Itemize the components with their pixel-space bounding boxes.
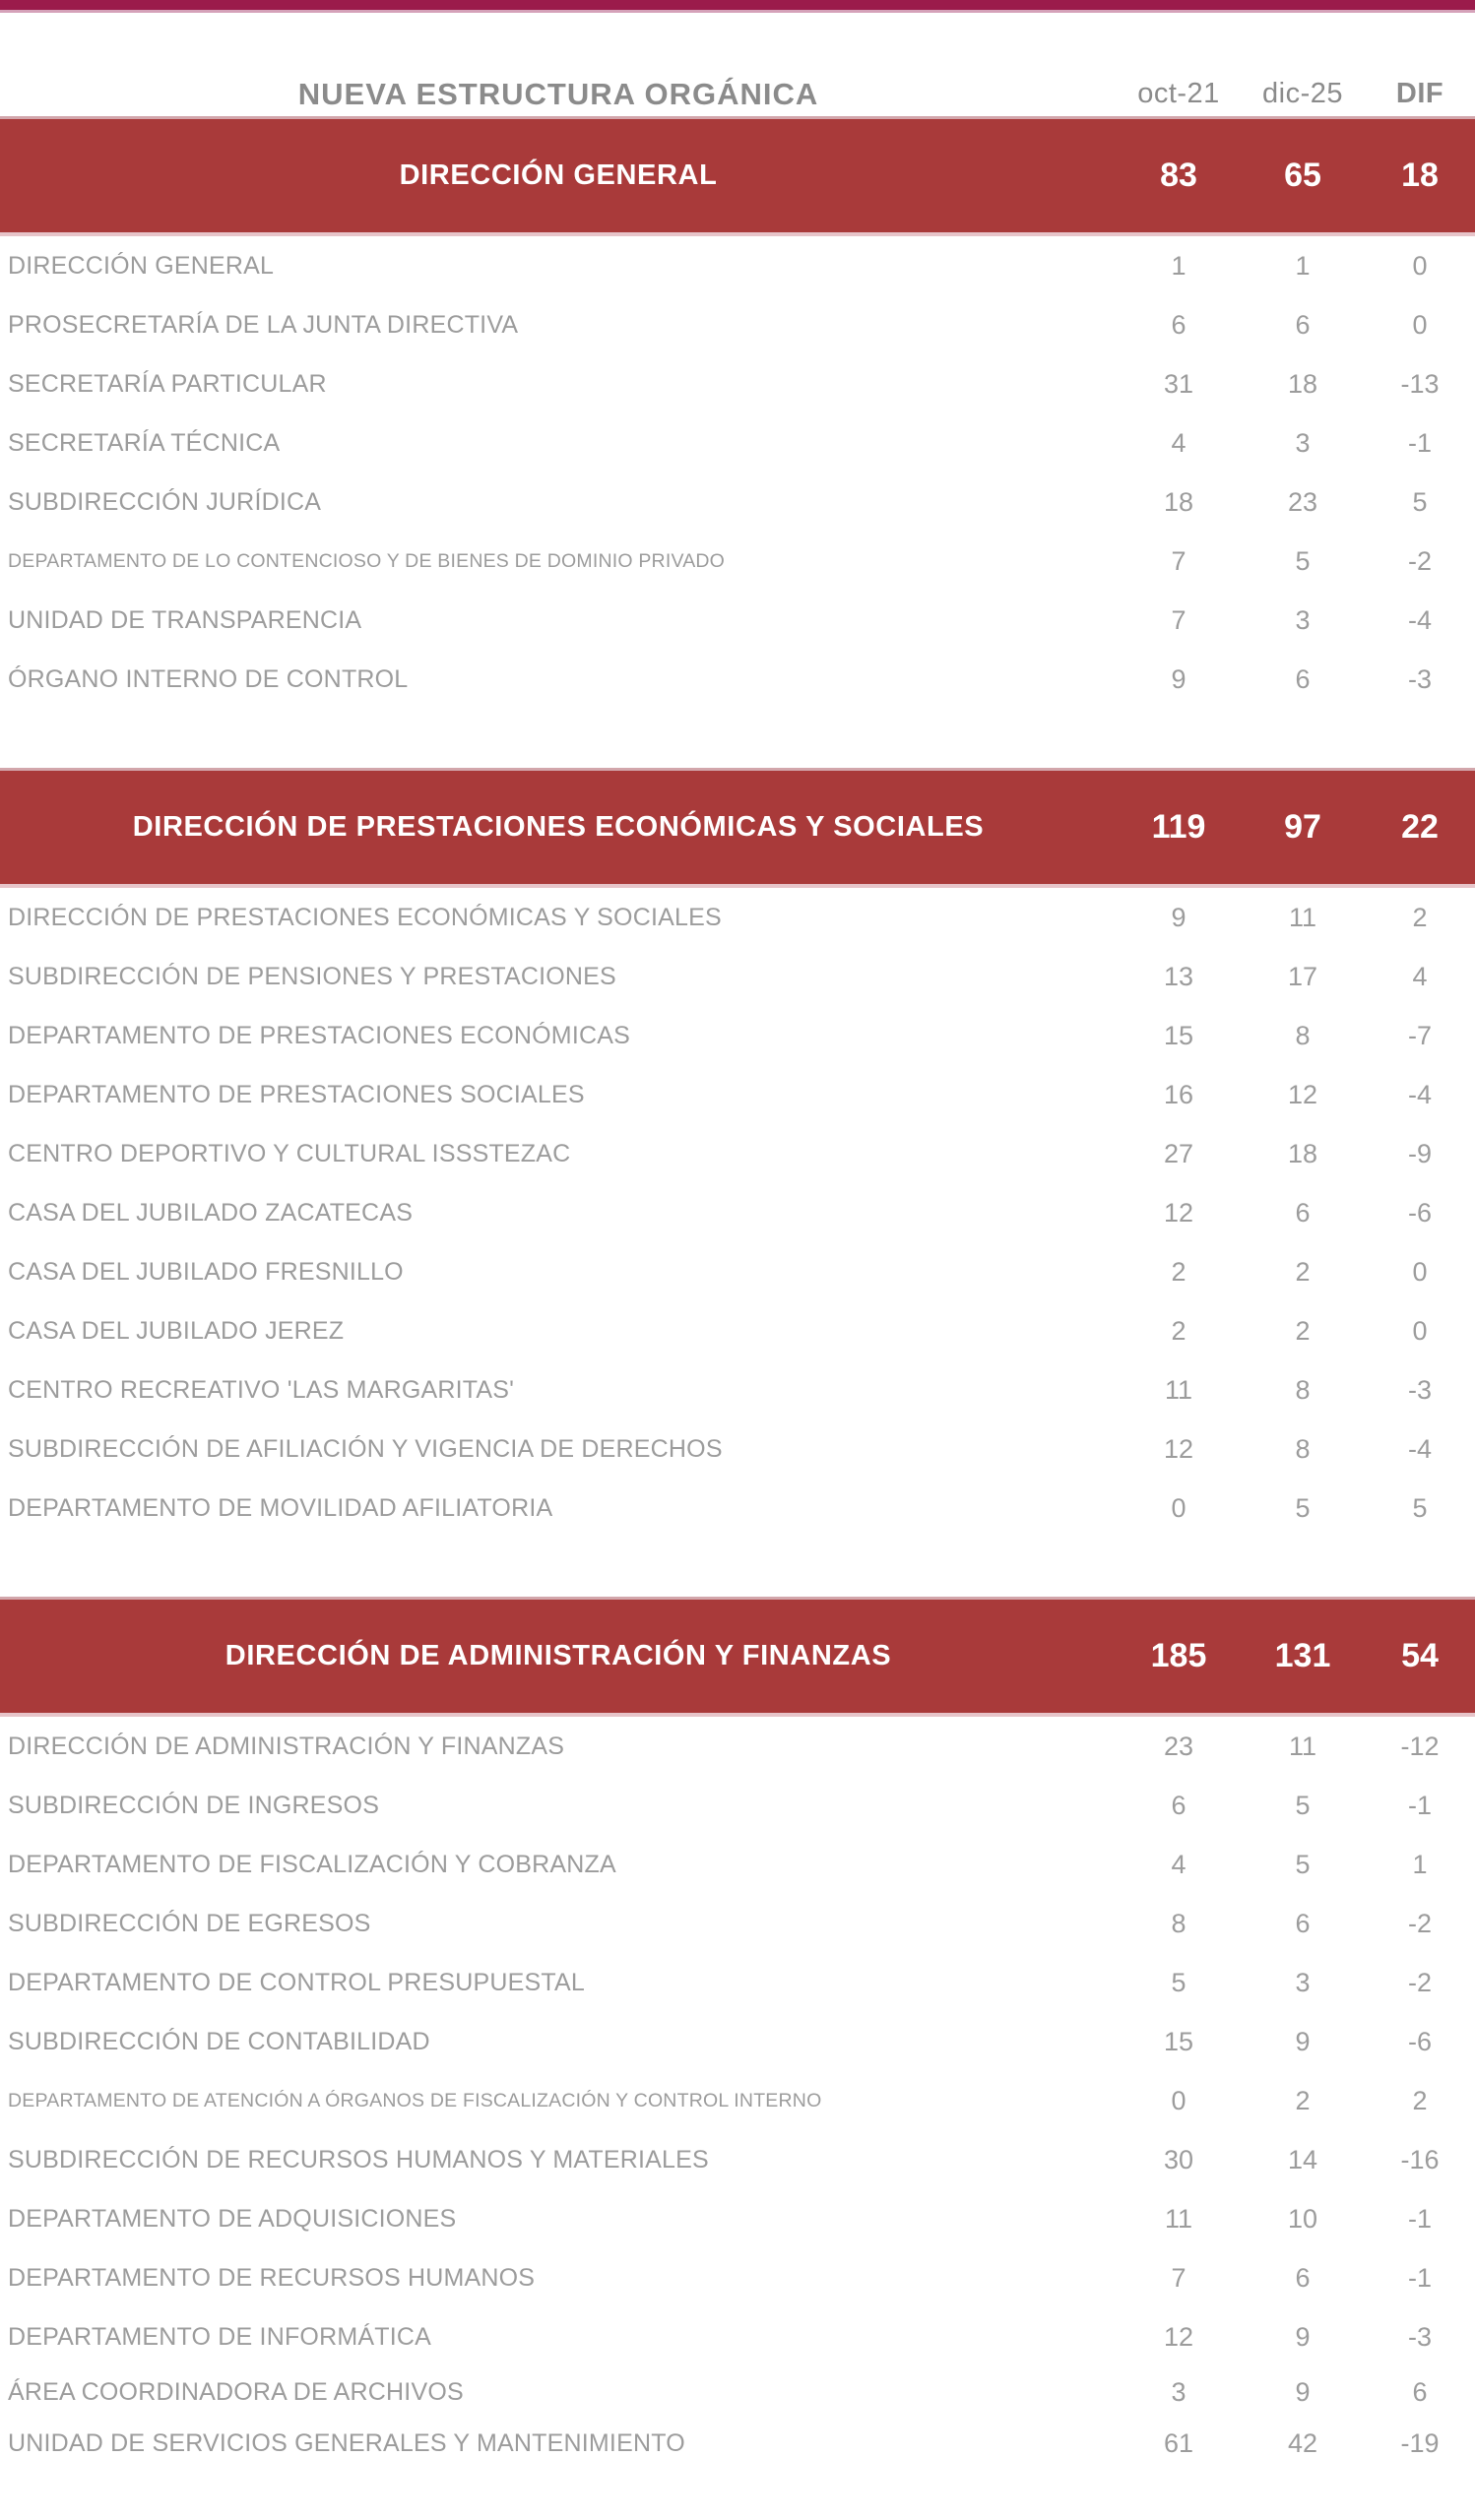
row-oct21-value: 6 [1171,309,1186,340]
table-header-row [0,72,1475,116]
table-row [0,532,1475,591]
row-dif-value: 6 [1412,2376,1428,2407]
row-label: SUBDIRECCIÓN JURÍDICA [8,487,322,516]
row-oct21-value: 23 [1163,1731,1194,1761]
row-oct21-value: 1 [1171,250,1186,281]
row-dif-value: -4 [1407,1433,1432,1464]
table-row [0,2012,1475,2071]
section-header-band [0,116,1475,236]
table-row [0,1419,1475,1479]
section-rows [0,888,1475,1538]
row-oct21-value: 11 [1164,1374,1193,1405]
table-section [0,1597,1475,2469]
row-oct21-value: 8 [1171,1908,1186,1938]
row-oct21-value: 13 [1163,961,1194,991]
row-dic25-value: 11 [1288,1731,1317,1761]
section-oct21-total: 119 [1151,808,1206,846]
row-dif-value: -9 [1407,1138,1432,1168]
table-row [0,2130,1475,2189]
row-dif-value: -4 [1407,1079,1432,1109]
row-label: CENTRO RECREATIVO 'LAS MARGARITAS' [8,1375,515,1404]
table-row [0,1894,1475,1953]
row-oct21-value: 18 [1163,486,1194,517]
row-oct21-value: 16 [1163,1079,1194,1109]
row-label: CASA DEL JUBILADO ZACATECAS [8,1198,414,1227]
column-header-oct21: oct-21 [1137,78,1220,109]
row-dif-value: -2 [1407,545,1432,576]
row-oct21-value: 7 [1171,604,1186,635]
table-row [0,2366,1475,2418]
row-dif-value: 4 [1412,961,1428,991]
row-oct21-value: 11 [1164,2203,1193,2234]
row-dic25-value: 2 [1295,2085,1311,2115]
table-row [0,591,1475,650]
table-row [0,1776,1475,1835]
section-header-band [0,1597,1475,1717]
table-row [0,1006,1475,1065]
row-oct21-value: 6 [1171,1790,1186,1820]
section-dif-total: 54 [1401,1637,1439,1674]
table-body [0,116,1475,2469]
row-dif-value: -2 [1407,1967,1432,1997]
row-dic25-value: 3 [1295,604,1311,635]
row-label: CENTRO DEPORTIVO Y CULTURAL ISSSTEZAC [8,1139,571,1167]
section-dif-total: 18 [1401,157,1439,194]
row-oct21-value: 9 [1171,902,1186,932]
row-dic25-value: 8 [1295,1433,1311,1464]
section-dic25-total: 131 [1274,1637,1331,1674]
row-oct21-value: 5 [1171,1967,1186,1997]
row-dic25-value: 42 [1287,2427,1318,2458]
row-dif-value: -1 [1407,2262,1432,2293]
section-dic25-total: 97 [1284,808,1321,846]
table-row [0,413,1475,472]
table-row [0,1183,1475,1242]
section-title: DIRECCIÓN DE ADMINISTRACIÓN Y FINANZAS [224,1640,892,1671]
table-row [0,354,1475,413]
row-dic25-value: 6 [1295,663,1311,694]
table-row [0,236,1475,295]
row-oct21-value: 2 [1171,1315,1186,1346]
table-row [0,1953,1475,2012]
table-row [0,650,1475,709]
row-dic25-value: 23 [1287,486,1318,517]
table-row [0,888,1475,947]
section-title: DIRECCIÓN GENERAL [399,159,718,191]
table-row [0,1835,1475,1894]
row-label: UNIDAD DE TRANSPARENCIA [8,605,362,634]
row-oct21-value: 0 [1171,1492,1186,1523]
table-section [0,116,1475,709]
row-dic25-value: 9 [1295,2321,1311,2352]
row-dic25-value: 12 [1287,1079,1318,1109]
table-row [0,295,1475,354]
row-label: SUBDIRECCIÓN DE PENSIONES Y PRESTACIONES [8,962,616,990]
table-row [0,472,1475,532]
row-oct21-value: 2 [1171,1256,1186,1287]
row-dic25-value: 5 [1295,545,1311,576]
section-title: DIRECCIÓN DE PRESTACIONES ECONÓMICAS Y SOCIALES [132,811,985,843]
row-label: DEPARTAMENTO DE LO CONTENCIOSO Y DE BIENES DE DOMINIO PRIVADO [8,549,726,572]
table-row [0,947,1475,1006]
row-label: DEPARTAMENTO DE FISCALIZACIÓN Y COBRANZA [8,1850,616,1878]
table-row [0,1301,1475,1360]
row-dif-value: -6 [1407,1197,1432,1228]
row-dic25-value: 10 [1287,2203,1318,2234]
row-dif-value: 0 [1412,250,1428,281]
row-label: SUBDIRECCIÓN DE RECURSOS HUMANOS Y MATERIALES [8,2145,709,2174]
row-dif-value: -1 [1407,1790,1432,1820]
section-rows [0,1717,1475,2469]
row-dic25-value: 18 [1287,1138,1318,1168]
table-row [0,2189,1475,2248]
row-dif-value: -1 [1407,427,1432,458]
row-dif-value: -2 [1407,1908,1432,1938]
row-label: DIRECCIÓN GENERAL [8,251,275,280]
row-oct21-value: 9 [1171,663,1186,694]
row-dif-value: -4 [1407,604,1432,635]
row-oct21-value: 0 [1171,2085,1186,2115]
row-oct21-value: 12 [1163,2321,1194,2352]
row-dif-value: -12 [1400,1731,1440,1761]
row-label: DEPARTAMENTO DE PRESTACIONES ECONÓMICAS [8,1021,630,1049]
row-label: SUBDIRECCIÓN DE INGRESOS [8,1791,380,1819]
row-dic25-value: 1 [1295,250,1311,281]
row-dic25-value: 6 [1295,2262,1311,2293]
row-dic25-value: 6 [1295,1197,1311,1228]
column-header-dic25: dic-25 [1262,78,1343,109]
row-label: SECRETARÍA TÉCNICA [8,428,281,457]
top-accent-bar [0,0,1475,10]
row-dic25-value: 9 [1295,2026,1311,2056]
table-row [0,2418,1475,2469]
table-row [0,1065,1475,1124]
row-label: DEPARTAMENTO DE PRESTACIONES SOCIALES [8,1080,585,1108]
row-oct21-value: 3 [1171,2376,1186,2407]
row-label: DEPARTAMENTO DE INFORMÁTICA [8,2322,431,2351]
row-oct21-value: 30 [1163,2144,1194,2174]
table-row [0,1242,1475,1301]
row-dic25-value: 5 [1295,1790,1311,1820]
page-title: NUEVA ESTRUCTURA ORGÁNICA [297,76,819,111]
table-section [0,768,1475,1538]
section-rows [0,236,1475,709]
row-oct21-value: 27 [1163,1138,1194,1168]
row-label: ÁREA COORDINADORA DE ARCHIVOS [8,2377,464,2406]
row-dif-value: 2 [1412,2085,1428,2115]
row-dic25-value: 3 [1295,427,1311,458]
row-oct21-value: 15 [1163,2026,1194,2056]
row-dif-value: -16 [1400,2144,1440,2174]
table-row [0,1360,1475,1419]
row-label: PROSECRETARÍA DE LA JUNTA DIRECTIVA [8,310,519,339]
row-label: DEPARTAMENTO DE CONTROL PRESUPUESTAL [8,1968,586,1996]
row-oct21-value: 7 [1171,2262,1186,2293]
section-oct21-total: 83 [1160,157,1197,194]
row-dic25-value: 9 [1295,2376,1311,2407]
row-oct21-value: 31 [1163,368,1194,399]
table-row [0,1479,1475,1538]
row-label: ÓRGANO INTERNO DE CONTROL [8,664,409,693]
row-dif-value: -13 [1400,368,1440,399]
row-label: DEPARTAMENTO DE ATENCIÓN A ÓRGANOS DE FISCALIZACIÓN Y CONTROL INTERNO [8,2089,822,2111]
row-dif-value: 0 [1412,1315,1428,1346]
row-dif-value: -3 [1407,2321,1432,2352]
table-row [0,1124,1475,1183]
row-label: SECRETARÍA PARTICULAR [8,369,327,398]
row-dic25-value: 11 [1288,902,1317,932]
section-dif-total: 22 [1401,808,1439,846]
row-label: CASA DEL JUBILADO JEREZ [8,1316,345,1345]
row-dif-value: 2 [1412,902,1428,932]
row-dic25-value: 3 [1295,1967,1311,1997]
row-label: SUBDIRECCIÓN DE EGRESOS [8,1909,371,1937]
row-label: DEPARTAMENTO DE ADQUISICIONES [8,2204,457,2233]
row-dic25-value: 6 [1295,1908,1311,1938]
row-dif-value: -7 [1407,1020,1432,1050]
row-dif-value: 0 [1412,309,1428,340]
row-dif-value: 5 [1412,486,1428,517]
row-dif-value: -19 [1400,2427,1440,2458]
row-dic25-value: 14 [1287,2144,1318,2174]
row-oct21-value: 7 [1171,545,1186,576]
row-dif-value: 5 [1412,1492,1428,1523]
column-header-dif: DIF [1395,78,1444,109]
section-header-band [0,768,1475,888]
row-label: SUBDIRECCIÓN DE CONTABILIDAD [8,2027,430,2055]
row-label: DEPARTAMENTO DE MOVILIDAD AFILIATORIA [8,1493,553,1522]
row-dic25-value: 8 [1295,1374,1311,1405]
row-dif-value: -3 [1407,1374,1432,1405]
row-dic25-value: 6 [1295,309,1311,340]
row-dif-value: -6 [1407,2026,1432,2056]
row-oct21-value: 12 [1163,1433,1194,1464]
row-oct21-value: 12 [1163,1197,1194,1228]
row-oct21-value: 4 [1171,427,1186,458]
row-label: DIRECCIÓN DE PRESTACIONES ECONÓMICAS Y SOCIALES [8,903,722,931]
row-oct21-value: 15 [1163,1020,1194,1050]
row-dic25-value: 8 [1295,1020,1311,1050]
row-dic25-value: 2 [1295,1315,1311,1346]
row-dic25-value: 2 [1295,1256,1311,1287]
table-row [0,2248,1475,2307]
top-accent-underline [0,10,1475,13]
table-row [0,2071,1475,2130]
row-dif-value: 0 [1412,1256,1428,1287]
section-oct21-total: 185 [1150,1637,1207,1674]
row-dif-value: -1 [1407,2203,1432,2234]
table-row [0,2307,1475,2366]
table-row [0,1717,1475,1776]
row-label: UNIDAD DE SERVICIOS GENERALES Y MANTENIMIENTO [8,2428,685,2457]
row-label: SUBDIRECCIÓN DE AFILIACIÓN Y VIGENCIA DE DERECHOS [8,1434,723,1463]
row-oct21-value: 61 [1163,2427,1194,2458]
row-dic25-value: 18 [1287,368,1318,399]
row-dic25-value: 17 [1287,961,1318,991]
row-label: CASA DEL JUBILADO FRESNILLO [8,1257,404,1286]
row-label: DEPARTAMENTO DE RECURSOS HUMANOS [8,2263,536,2292]
row-oct21-value: 4 [1171,1849,1186,1879]
row-dif-value: 1 [1412,1849,1428,1879]
row-dic25-value: 5 [1295,1492,1311,1523]
row-dic25-value: 5 [1295,1849,1311,1879]
row-dif-value: -3 [1407,663,1432,694]
row-label: DIRECCIÓN DE ADMINISTRACIÓN Y FINANZAS [8,1732,565,1760]
section-dic25-total: 65 [1284,157,1321,194]
